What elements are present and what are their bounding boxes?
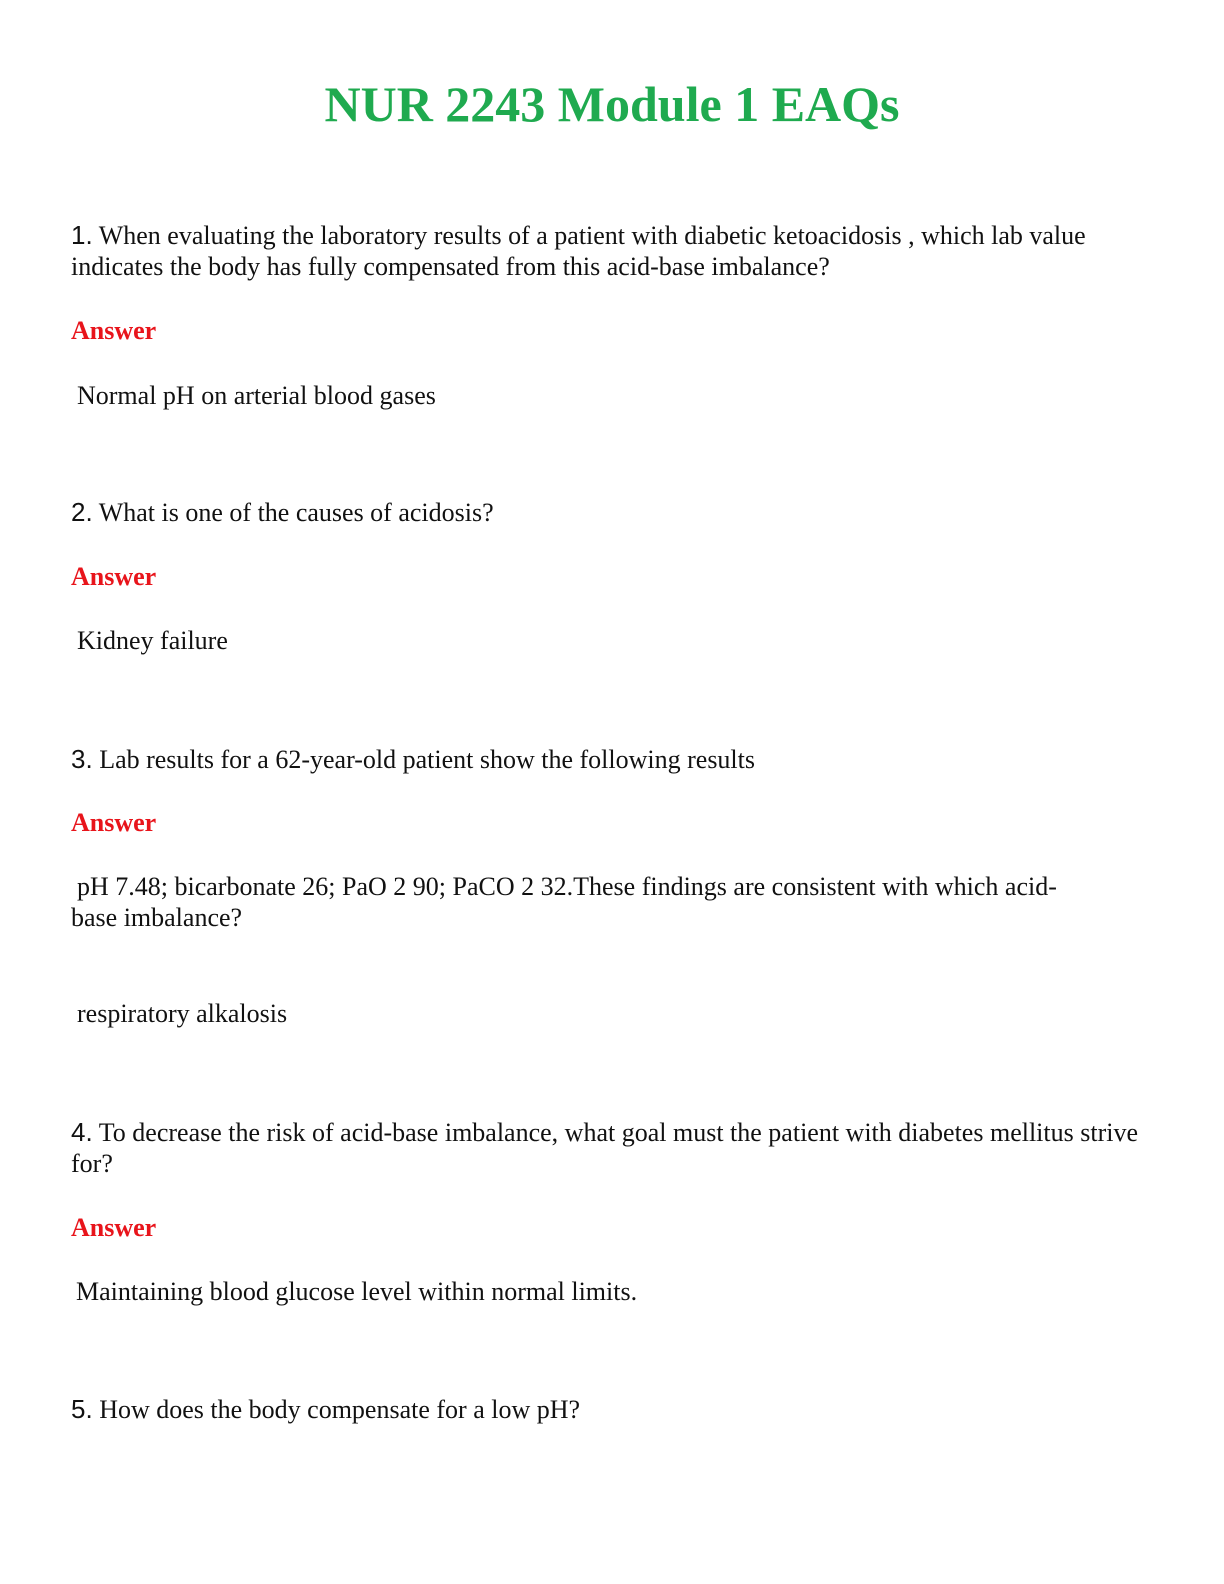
question-number: 5. — [71, 1394, 93, 1424]
question-text: Lab results for a 62-year-old patient show the following results — [99, 745, 756, 774]
question-number: 1. — [71, 220, 93, 250]
document-title: NUR 2243 Module 1 EAQs — [324, 76, 900, 132]
answer-text-1: Normal pH on arterial blood gases — [77, 381, 436, 410]
answer-text-3: pH 7.48; bicarbonate 26; PaO 2 90; PaCO 2 32.These findings are consistent with which acid-base imbalance? — [71, 872, 1057, 932]
answer-text-2: Kidney failure — [77, 626, 228, 655]
answer-label-3: Answer — [71, 808, 157, 837]
answer-text-4: Maintaining blood glucose level within normal limits. — [76, 1277, 638, 1306]
question-text: What is one of the causes of acidosis? — [98, 498, 494, 527]
question-5 — [71, 1394, 1151, 1425]
question-number: 2. — [71, 497, 93, 527]
answer-label-2: Answer — [71, 562, 157, 591]
question-number: 4. — [71, 1117, 93, 1147]
question-4 — [71, 1117, 1151, 1179]
question-3 — [71, 744, 1151, 775]
answer-label-1: Answer — [71, 316, 157, 345]
answer-extra-3: respiratory alkalosis — [77, 999, 288, 1028]
question-text: When evaluating the laboratory results of a patient with diabetic ketoacidosis , which lab value indicates the body has fully compensated from this acid-base imbalance? — [71, 221, 1086, 281]
question-text: To decrease the risk of acid-base imbalance, what goal must the patient with diabetes mellitus strive for? — [71, 1118, 1139, 1178]
question-number: 3. — [71, 744, 93, 774]
question-1 — [71, 220, 1151, 282]
question-text: How does the body compensate for a low pH? — [99, 1395, 581, 1424]
answer-label-4: Answer — [71, 1213, 157, 1242]
question-2 — [71, 497, 1151, 528]
